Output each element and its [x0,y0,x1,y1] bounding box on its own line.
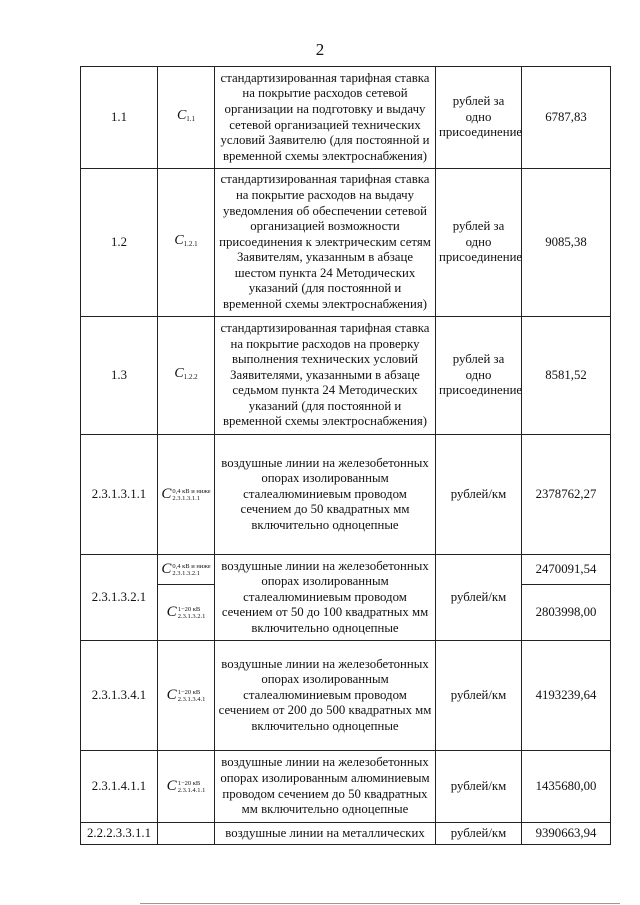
row-unit: рублей за одно присоединение [436,317,522,435]
row-value: 9085,38 [522,169,611,317]
symbol-letter: C [166,777,177,794]
row-value: 9390663,94 [522,823,611,845]
row-symbol [158,435,215,555]
symbol-letter: C [174,232,184,248]
symbol-letter: C [166,686,177,703]
symbol-subscript: 2.3.1.3.2.1 [177,612,206,620]
table-row [81,641,611,751]
symbol-subscript: 1.2.2 [183,372,198,381]
table-row [81,555,611,585]
row-symbol [158,823,215,845]
symbol-superscript: 1−20 кВ [177,605,201,613]
symbol-superscript: 0,4 кВ и ниже [172,562,211,570]
row-unit: рублей/км [436,823,522,845]
symbol-subscript: 1.1 [186,114,196,123]
table-row [81,317,611,435]
row-unit: рублей/км [436,751,522,823]
table-row [81,67,611,169]
row-value: 4193239,64 [522,641,611,751]
row-description: стандартизированная тарифная ставка на покрытие расходов сетевой организации на подготовку и выдачу сетевой организацией технических условий Заявителю (для постоянной и временной схемы электроснабжения) [215,67,436,169]
symbol-subscript: 2.3.1.4.1.1 [177,786,206,794]
row-symbol [158,555,215,585]
row-value: 2803998,00 [522,585,611,641]
symbol-subscript: 2.3.1.3.4.1 [177,695,206,703]
row-code: 1.1 [81,67,158,169]
symbol-letter: C [174,365,184,381]
row-symbol [158,641,215,751]
symbol-letter: C [176,107,187,123]
row-description: стандартизированная тарифная ставка на покрытие расходов на проверку выполнения технических условий Заявителями, указанными в абзаце седьмом пункта 24 Методических указаний (для постоянной и временной схемы электроснабжения) [215,317,436,435]
row-description: воздушные линии на железобетонных опорах изолированным сталеалюминиевым проводом сечением от 50 до 100 квадратных мм включительно одноцепные [215,555,436,641]
row-value: 6787,83 [522,67,611,169]
symbol-superscript: 0,4 кВ и ниже [172,487,211,495]
symbol-superscript: 1−20 кВ [177,779,201,787]
row-symbol [158,751,215,823]
row-symbol [158,169,215,317]
page-number: 2 [315,40,325,59]
row-code: 2.2.2.3.3.1.1 [81,823,158,845]
symbol-letter: C [161,560,172,577]
row-unit: рублей/км [436,641,522,751]
symbol-superscript: 1−20 кВ [177,688,201,696]
row-code: 2.3.1.3.1.1 [81,435,158,555]
row-description: стандартизированная тарифная ставка на покрытие расходов на выдачу уведомления об обеспечении сетевой организацией возможности присоединения к электрическим сетям Заявителям, указанным в абзаце шестом пункта 24 Методических указаний (для постоянной и временной схемы электроснабжения) [215,169,436,317]
row-code: 2.3.1.3.4.1 [81,641,158,751]
symbol-subscript: 2.3.1.3.2.1 [172,569,201,577]
row-code: 2.3.1.3.2.1 [81,555,158,641]
row-unit: рублей/км [436,435,522,555]
page-edge-line [140,903,620,904]
row-description: воздушные линии на железобетонных опорах изолированным сталеалюминиевым проводом сечением от 200 до 500 квадратных мм включительно одноцепные [215,641,436,751]
tariff-table [80,66,611,845]
symbol-subscript: 1.2.1 [183,239,198,248]
row-symbol [158,317,215,435]
row-value: 8581,52 [522,317,611,435]
row-code: 1.2 [81,169,158,317]
row-unit: рублей за одно присоединение [436,169,522,317]
row-unit: рублей/км [436,555,522,641]
symbol-letter: C [161,485,172,502]
table-row [81,751,611,823]
row-value: 1435680,00 [522,751,611,823]
row-description: воздушные линии на металлических [215,823,436,845]
row-unit: рублей за одно присоединение [436,67,522,169]
row-description: воздушные линии на железобетонных опорах изолированным алюминиевым проводом сечением до 50 квадратных мм включительно одноцепные [215,751,436,823]
row-symbol [158,67,215,169]
row-code: 1.3 [81,317,158,435]
row-value: 2470091,54 [522,555,611,585]
row-code: 2.3.1.4.1.1 [81,751,158,823]
table-row [81,169,611,317]
row-value: 2378762,27 [522,435,611,555]
table-row [81,823,611,845]
table-row [81,435,611,555]
symbol-letter: C [166,603,177,620]
row-description: воздушные линии на железобетонных опорах изолированным сталеалюминиевым проводом сечением до 50 квадратных мм включительно одноцепные [215,435,436,555]
symbol-subscript: 2.3.1.3.1.1 [172,494,201,502]
row-symbol [158,585,215,641]
